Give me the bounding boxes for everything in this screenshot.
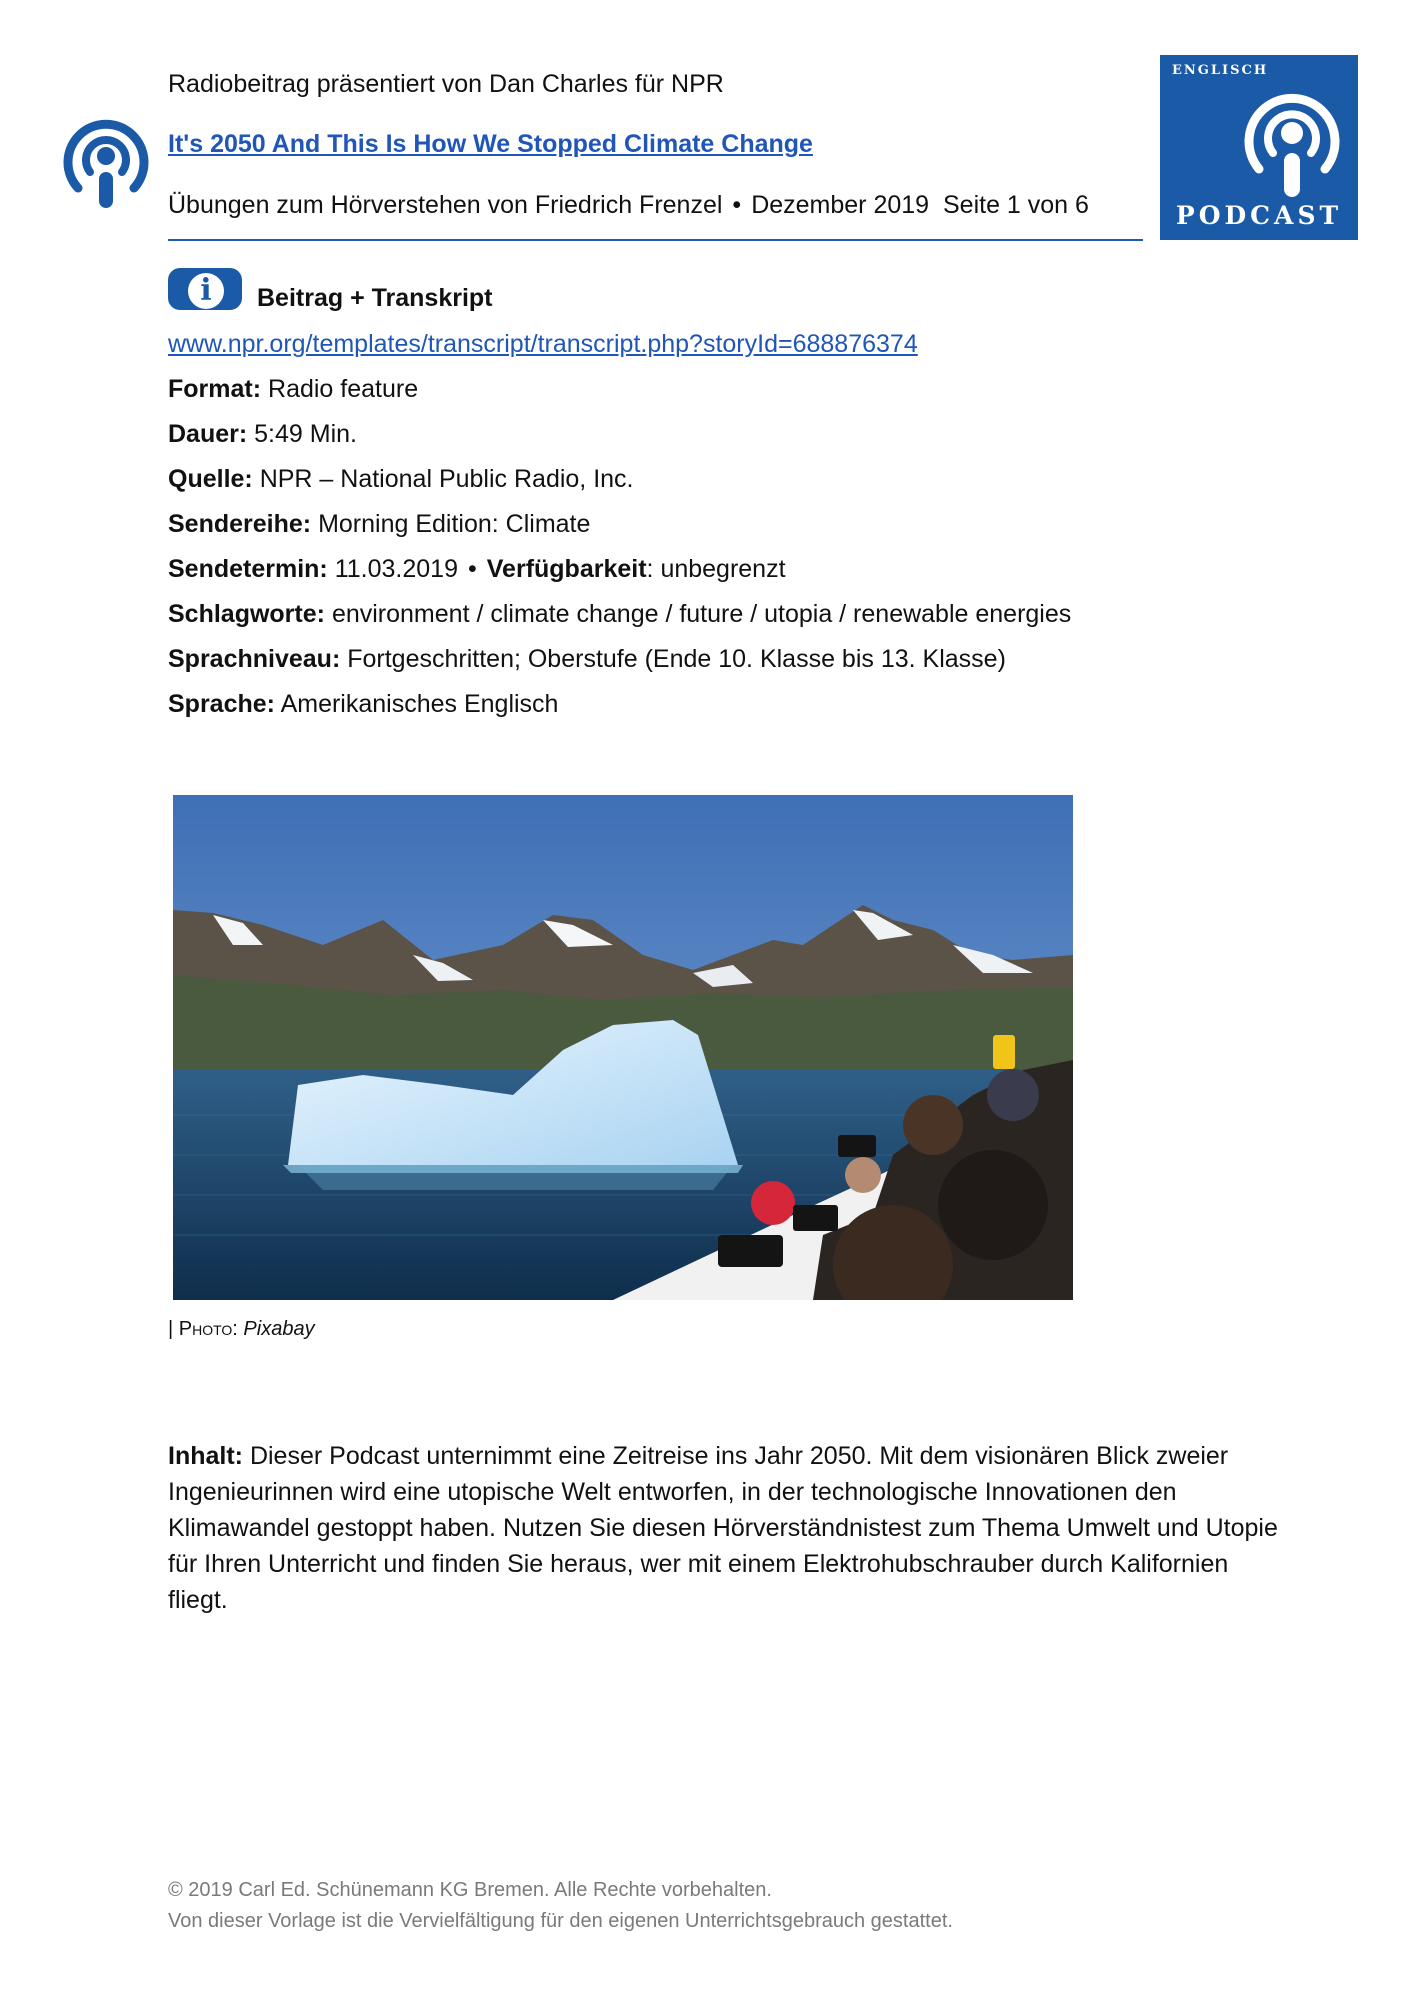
usage-notice: Von dieser Vorlage ist die Vervielfältigung für den eigenen Unterrichtsgebrauch gestattet. <box>168 1910 953 1932</box>
field-availability-value: : unbegrenzt <box>646 555 786 583</box>
subtitle-line <box>168 190 1089 220</box>
field-value: NPR – National Public Radio, Inc. <box>259 465 634 493</box>
field-label: Sprache: <box>168 690 275 718</box>
header-divider <box>168 239 1143 241</box>
feature-title-link[interactable]: It's 2050 And This Is How We Stopped Climate Change <box>168 130 813 158</box>
englisch-podcast-badge <box>1160 55 1358 240</box>
field-availability-label: Verfügbarkeit <box>486 555 647 583</box>
field-label: Sendereihe: <box>168 510 312 538</box>
field-label: Format: <box>168 375 262 403</box>
content-summary <box>168 1438 1293 1618</box>
field-source <box>168 463 634 495</box>
subtitle-date: Dezember 2019 <box>751 191 930 219</box>
field-broadcast-date <box>168 553 786 585</box>
field-value: 11.03.2019 <box>334 555 458 583</box>
caption-colon: : <box>232 1318 244 1340</box>
subtitle-author: Übungen zum Hörverstehen von Friedrich Frenzel <box>168 191 723 219</box>
transcript-url-link[interactable]: www.npr.org/templates/transcript/transcript.php?storyId=688876374 <box>168 330 918 358</box>
presenter-line: Radiobeitrag präsentiert von Dan Charles für NPR <box>168 70 724 98</box>
field-duration <box>168 418 357 450</box>
info-heading: Beitrag + Transkript <box>257 284 493 312</box>
field-value: Amerikanisches Englisch <box>280 690 559 718</box>
field-value: environment / climate change / future / utopia / renewable energies <box>331 600 1072 628</box>
field-language <box>168 688 558 720</box>
podcast-logo-icon <box>1239 81 1345 199</box>
field-label: Sendetermin: <box>168 555 328 583</box>
podcast-icon <box>58 108 154 210</box>
content-label: Inhalt: <box>168 1442 243 1470</box>
field-label: Schlagworte: <box>168 600 325 628</box>
photo-caption <box>168 1318 315 1341</box>
iceberg-photo <box>173 795 1073 1300</box>
field-value: Morning Edition: Climate <box>318 510 591 538</box>
field-value: Radio feature <box>268 375 419 403</box>
field-format <box>168 373 418 405</box>
content-text: Dieser Podcast unternimmt eine Zeitreise ins Jahr 2050. Mit dem visionären Blick zweier Ingenieurinnen wird eine utopische Welt entworfen, in der technologische Innovationen den Klimawandel gestoppt haben. Nutzen Sie diesen Hörverständnistest zum Thema Umwelt und Utopie für Ihren Unterricht und finden Sie heraus, wer mit einem Elektrohubschrauber durch Kalifornien fliegt. <box>168 1442 1278 1614</box>
bullet-separator: • <box>468 555 477 583</box>
field-level <box>168 643 1006 675</box>
field-value: Fortgeschritten; Oberstufe (Ende 10. Klasse bis 13. Klasse) <box>347 645 1006 673</box>
caption-label: Photo <box>178 1318 233 1340</box>
field-series <box>168 508 590 540</box>
info-icon <box>168 268 242 310</box>
caption-prefix: | <box>168 1318 179 1340</box>
field-value: 5:49 Min. <box>254 420 357 448</box>
field-label: Quelle: <box>168 465 253 493</box>
badge-bottom-label: PODCAST <box>1175 201 1343 230</box>
field-keywords <box>168 598 1071 630</box>
caption-source: Pixabay <box>243 1318 315 1340</box>
info-icon-letter: i <box>200 273 212 308</box>
field-label: Dauer: <box>168 420 248 448</box>
page-indicator: Seite 1 von 6 <box>942 191 1089 219</box>
field-label: Sprachniveau: <box>168 645 341 673</box>
bullet-separator: • <box>732 191 742 219</box>
badge-top-label: ENGLISCH <box>1172 63 1269 78</box>
copyright-line: © 2019 Carl Ed. Schünemann KG Bremen. Alle Rechte vorbehalten. <box>168 1879 772 1901</box>
